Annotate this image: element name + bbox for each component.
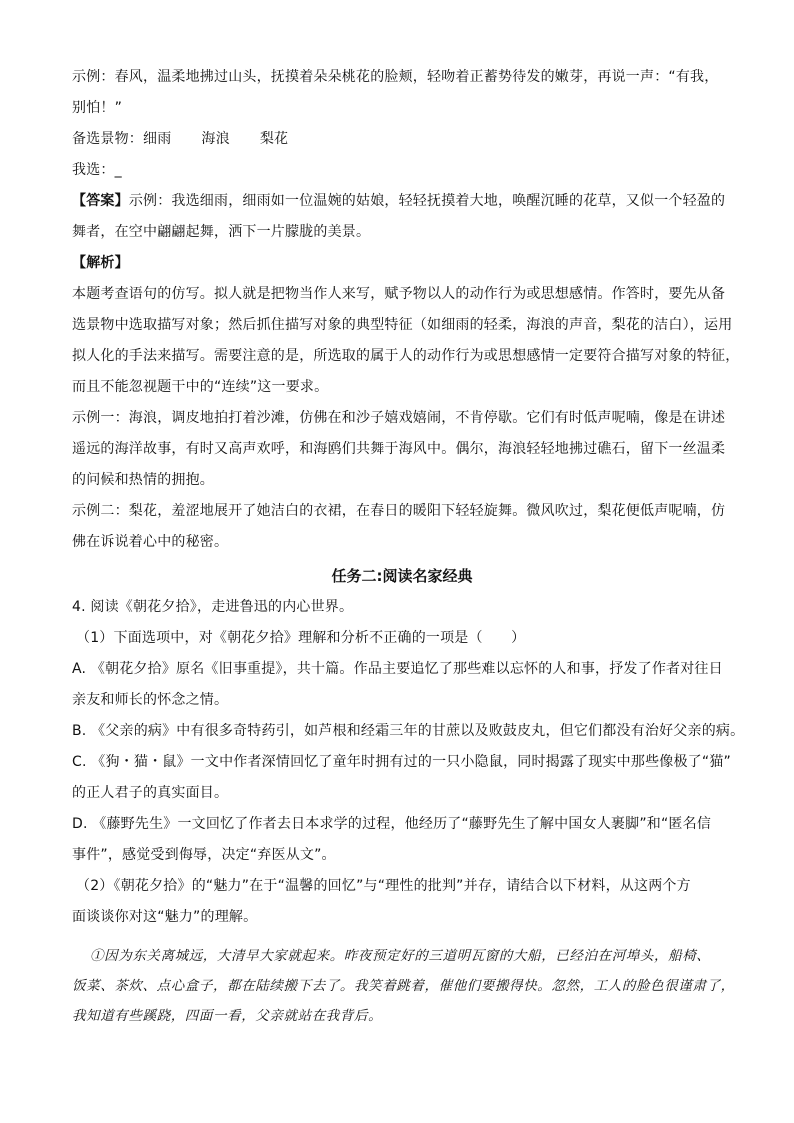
document-page (72, 62, 745, 1031)
answer-line-2: 舞者，在空中翩翩起舞，洒下一片朦胧的美景。 (72, 224, 371, 240)
analysis-tag: 【解析】 (72, 255, 129, 271)
analysis-line: 示例二：梨花，羞涩地展开了她洁白的衣裙，在春日的暖阳下轻轻旋舞。微风吹过，梨花便低声呢喃，仿 (72, 503, 726, 519)
choice-line: 我选：_ (72, 162, 122, 178)
option-d-line-1: D. 《藤野先生》一文回忆了作者去日本求学的过程，他经历了“藤野先生了解中国女人裹脚”和“匿名信 (72, 816, 712, 832)
option-item: 细雨 (143, 131, 172, 147)
option-b-line-1: B. 《父亲的病》中有很多奇特药引，如芦根和经霜三年的甘蔗以及败鼓皮丸，但它们都没有治好父亲的病。 (72, 723, 745, 739)
example-line-2: 别怕！” (72, 100, 123, 116)
options-line (72, 124, 732, 155)
analysis-line: 拟人化的手法来描写。需要注意的是，所选取的属于人的动作行为或思想感情一定要符合描写对象的特征， (72, 348, 740, 364)
example-line-1: 示例：春风，温柔地拂过山头，抚摸着朵朵桃花的脸颊，轻吻着正蓄势待发的嫩芽，再说一声：“有我， (72, 69, 719, 85)
section-title: 任务二:阅读名家经典 (331, 567, 473, 585)
answer-line-1 (72, 186, 732, 217)
analysis-line: 而且不能忽视题干中的“连续”这一要求。 (72, 379, 329, 395)
option-d-line-2: 事件”，感觉受到侮辱，决定“弃医从文”。 (72, 847, 336, 863)
question-4-sub-1: （1）下面选项中，对《朝花夕拾》理解和分析不正确的一项是（ ） (76, 630, 526, 646)
answer-tag: 【答案】 (72, 193, 129, 209)
question-4-sub-2-line-2: 面谈谈你对这“魅力”的理解。 (72, 909, 258, 925)
analysis-line: 的问候和热情的拥抱。 (72, 472, 214, 488)
option-a-line-2: 亲友和师长的怀念之情。 (72, 692, 229, 708)
question-4-sub-2-line-1: （2）《朝花夕拾》的“魅力”在于“温馨的回忆”与“理性的批判”并存，请结合以下材料，从这两个方 (76, 878, 691, 894)
option-a-line-1: A. 《朝花夕拾》原名《旧事重提》，共十篇。作品主要追忆了那些难以忘怀的人和事，抒发了作者对往日 (72, 661, 723, 677)
analysis-line: 示例一：海浪，调皮地拍打着沙滩，仿佛在和沙子嬉戏嬉闹，不肯停歇。它们有时低声呢喃，像是在讲述 (72, 410, 726, 426)
option-item: 梨花 (259, 131, 289, 147)
answer-text: 示例：我选细雨，细雨如一位温婉的姑娘，轻轻抚摸着大地，唤醒沉睡的花草，又似一个轻盈的 (128, 193, 726, 209)
excerpt-line: ①因为东关离城远，大清早大家就起来。昨夜预定好的三道明瓦窗的大船，已经泊在河埠头，船椅、 (90, 948, 711, 964)
options-label: 备选景物： (72, 131, 143, 147)
option-c-line-1: C. 《狗・猫・鼠》一文中作者深情回忆了童年时拥有过的一只小隐鼠，同时揭露了现实中那些像极了“猫” (72, 754, 731, 770)
analysis-line: 选景物中选取描写对象；然后抓住描写对象的典型特征（如细雨的轻柔，海浪的声音，梨花的洁白），运用 (72, 317, 733, 333)
option-item: 海浪 (201, 131, 230, 147)
option-c-line-2: 的正人君子的真实面目。 (72, 785, 229, 801)
question-4-stem: 4. 阅读《朝花夕拾》，走进鲁迅的内心世界。 (72, 599, 354, 615)
excerpt-line: 我知道有些蹊跷，四面一看，父亲就站在我背后。 (72, 1008, 383, 1024)
analysis-line: 佛在诉说着心中的秘密。 (72, 534, 229, 550)
analysis-line: 遥远的海洋故事，有时又高声欢呼，和海鸥们共舞于海风中。偶尔，海浪轻轻地拂过礁石，留下一丝温柔 (72, 441, 726, 457)
excerpt-line: 饭菜、茶炊、点心盒子，都在陆续搬下去了。我笑着跳着，催他们要搬得快。忽然，工人的脸色很谨肃了， (72, 978, 735, 994)
analysis-line: 本题考查语句的仿写。拟人就是把物当作人来写，赋予物以人的动作行为或思想感情。作答时，要先从备 (72, 286, 726, 302)
